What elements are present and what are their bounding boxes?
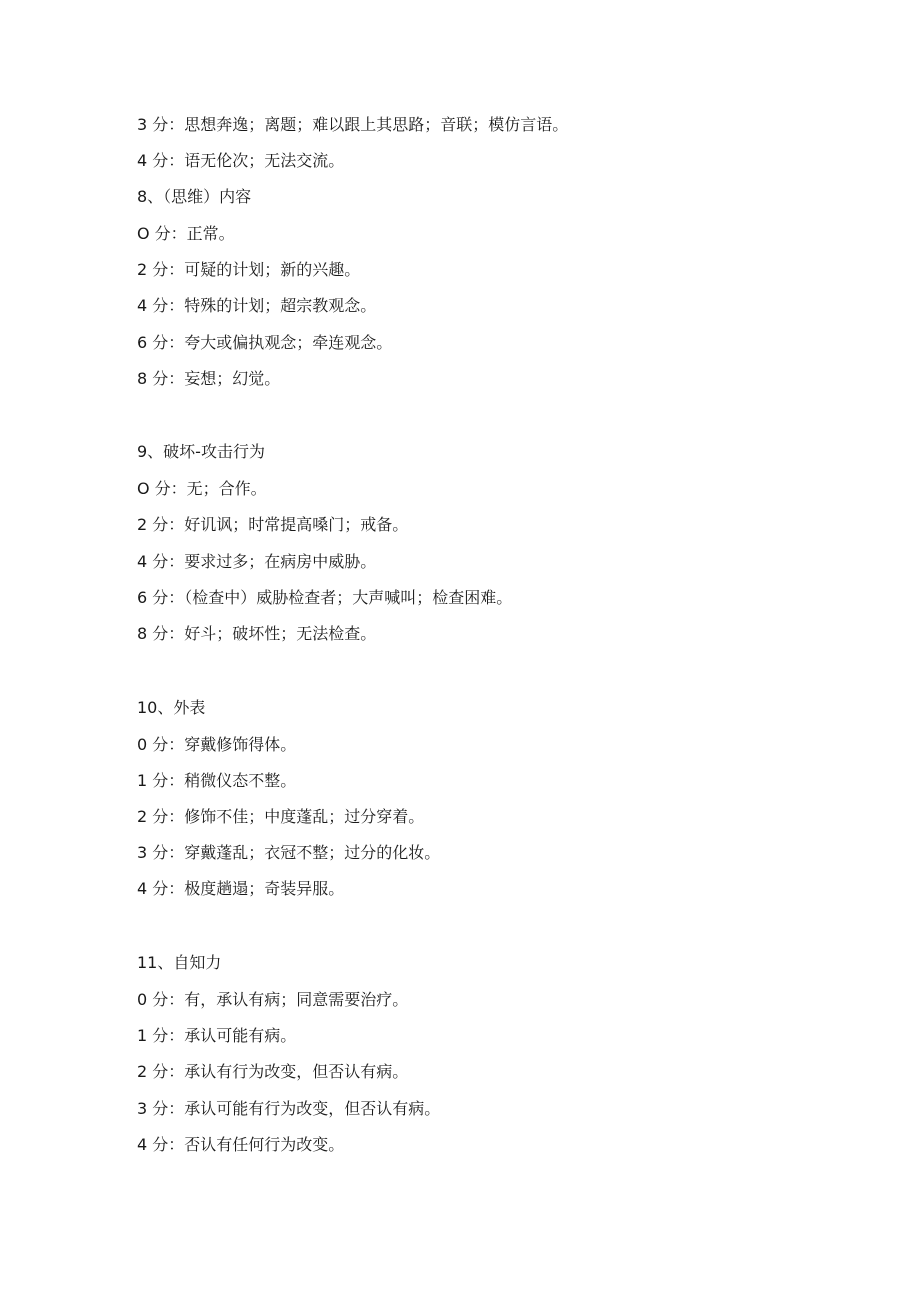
section-heading-11: 11、自知力 bbox=[137, 953, 222, 972]
section-heading-10: 10、外表 bbox=[137, 698, 206, 717]
section-heading-8: 8、（思维）内容 bbox=[137, 187, 252, 206]
item-9-score-8: 8 分：好斗；破坏性；无法检查。 bbox=[137, 624, 377, 643]
item-9-score-2: 2 分：好讥讽；时常提高嗓门；戒备。 bbox=[137, 515, 409, 534]
section-heading-9: 9、破坏-攻击行为 bbox=[137, 442, 265, 461]
item-11-score-4: 4 分：否认有任何行为改变。 bbox=[137, 1135, 345, 1154]
item-10-score-0: 0 分：穿戴修饰得体。 bbox=[137, 735, 297, 754]
item-10-score-2: 2 分：修饰不佳；中度蓬乱；过分穿着。 bbox=[137, 807, 425, 826]
item-8-score-8: 8 分：妄想；幻觉。 bbox=[137, 369, 281, 388]
item-11-score-0: 0 分：有，承认有病；同意需要治疗。 bbox=[137, 990, 409, 1009]
item-9-score-0: O 分：无；合作。 bbox=[137, 479, 267, 498]
item-8-score-2: 2 分：可疑的计划；新的兴趣。 bbox=[137, 260, 361, 279]
item-11-score-3: 3 分：承认可能有行为改变，但否认有病。 bbox=[137, 1099, 441, 1118]
item-10-score-1: 1 分：稍微仪态不整。 bbox=[137, 771, 297, 790]
item-11-score-1: 1 分：承认可能有病。 bbox=[137, 1026, 297, 1045]
item-11-score-2: 2 分：承认有行为改变，但否认有病。 bbox=[137, 1062, 409, 1081]
item-9-score-6: 6 分：（检查中）威胁检查者；大声喊叫；检查困难。 bbox=[137, 588, 513, 607]
item-9-score-4: 4 分：要求过多；在病房中威胁。 bbox=[137, 552, 377, 571]
item-8-score-4: 4 分：特殊的计划；超宗教观念。 bbox=[137, 296, 377, 315]
item-10-score-4: 4 分：极度趟遢；奇装异服。 bbox=[137, 879, 345, 898]
item-10-score-3: 3 分：穿戴蓬乱；衣冠不整；过分的化妆。 bbox=[137, 843, 441, 862]
item-8-score-0: O 分：正常。 bbox=[137, 224, 235, 243]
item-7-score-4: 4 分：语无伦次；无法交流。 bbox=[137, 151, 345, 170]
item-8-score-6: 6 分：夸大或偏执观念；牵连观念。 bbox=[137, 333, 393, 352]
item-7-score-3: 3 分：思想奔逸；离题；难以跟上其思路；音联；模仿言语。 bbox=[137, 115, 569, 134]
